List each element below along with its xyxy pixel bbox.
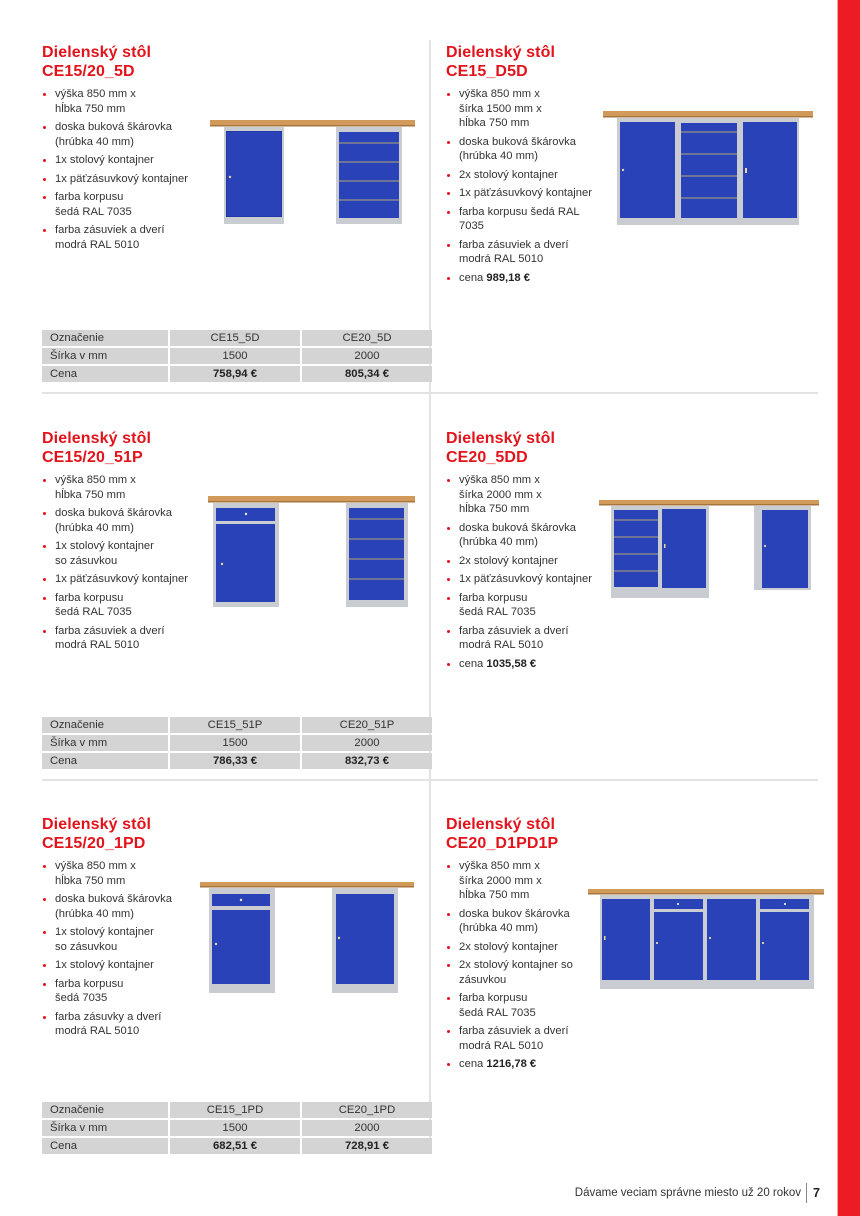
product-image-ce15-d5d bbox=[603, 108, 813, 226]
spec-item bbox=[42, 539, 212, 568]
cell-value: 1500 bbox=[170, 735, 300, 751]
cell-price: 682,51 € bbox=[170, 1138, 300, 1154]
spec-text: doska buková škárovka (hrúbka 40 mm) bbox=[459, 135, 576, 162]
row-label: Šírka v mm bbox=[42, 735, 168, 751]
spec-item bbox=[446, 859, 606, 903]
cell-value: CE15_51P bbox=[170, 717, 300, 733]
cell-value: 2000 bbox=[302, 348, 432, 364]
spec-text: doska buková škárovka (hrúbka 40 mm) bbox=[459, 521, 576, 548]
spec-text: farba zásuviek a dverí modrá RAL 5010 bbox=[55, 224, 165, 251]
cell-value: CE15_5D bbox=[170, 330, 300, 346]
product-image-ce15-20-1pd bbox=[200, 880, 415, 995]
spec-item bbox=[446, 572, 606, 587]
spec-item bbox=[42, 859, 212, 888]
product-title-line1: Dielenský stôl bbox=[446, 816, 556, 833]
spec-item bbox=[42, 572, 212, 587]
cell-value: CE20_5D bbox=[302, 330, 432, 346]
table-row-price bbox=[42, 1138, 432, 1154]
row-label: Cena bbox=[42, 753, 168, 769]
spec-item bbox=[42, 591, 212, 620]
cell-value: 1500 bbox=[170, 348, 300, 364]
table-row-width bbox=[42, 735, 432, 751]
column-divider bbox=[429, 40, 431, 1152]
spec-item bbox=[446, 205, 606, 234]
row-label: Označenie bbox=[42, 1102, 168, 1118]
spec-text: farba zásuviek a dverí modrá RAL 5010 bbox=[459, 624, 569, 651]
price-label: cena bbox=[459, 657, 484, 670]
spec-item bbox=[446, 554, 606, 569]
spec-item bbox=[446, 238, 606, 267]
spec-text: 1x päťzásuvkový kontajner bbox=[55, 172, 188, 185]
table-row-designation bbox=[42, 1102, 432, 1118]
row-label: Cena bbox=[42, 1138, 168, 1154]
price-item bbox=[446, 271, 606, 286]
spec-item bbox=[446, 1024, 606, 1053]
spec-text: farba korpusu šedá RAL 7035 bbox=[459, 591, 536, 618]
spec-text: 1x päťzásuvkový kontajner bbox=[55, 573, 188, 585]
cell-value: CE15_1PD bbox=[170, 1102, 300, 1118]
spec-item bbox=[446, 168, 606, 183]
product-ce15-20-51p bbox=[42, 429, 212, 657]
spec-item bbox=[42, 624, 212, 653]
spec-item bbox=[446, 87, 606, 131]
spec-text: farba korpusu šedá 7035 bbox=[55, 977, 124, 1004]
row-label: Šírka v mm bbox=[42, 348, 168, 364]
spec-item bbox=[42, 87, 212, 116]
spec-text: doska buková škárovka (hrúbka 40 mm) bbox=[55, 121, 172, 148]
product-title bbox=[446, 429, 606, 467]
spec-text: 1x stolový kontajner so zásuvkou bbox=[55, 540, 154, 567]
spec-text: 1x stolový kontajner bbox=[55, 959, 154, 971]
spec-text: doska buková škárovka (hrúbka 40 mm) bbox=[55, 507, 172, 534]
product-image-ce15-20-5d bbox=[210, 118, 415, 226]
spec-text: výška 850 mm x hĺbka 750 mm bbox=[55, 88, 136, 115]
spec-item bbox=[42, 925, 212, 954]
spec-item bbox=[42, 120, 212, 149]
spec-item bbox=[42, 473, 212, 502]
price-table-51p bbox=[40, 715, 434, 771]
spec-item bbox=[42, 1010, 212, 1039]
spec-list bbox=[446, 859, 606, 1072]
table-row-designation bbox=[42, 717, 432, 733]
page-footer bbox=[575, 1183, 820, 1203]
product-title bbox=[42, 429, 212, 467]
spec-text: výška 850 mm x šírka 1500 mm x hĺbka 750 mm bbox=[459, 88, 542, 129]
spec-list bbox=[42, 87, 212, 252]
spec-text: 1x stolový kontajner so zásuvkou bbox=[55, 926, 154, 953]
product-ce20-d1pd1p bbox=[446, 815, 606, 1076]
table-row-price bbox=[42, 366, 432, 382]
price-table-5d bbox=[40, 328, 434, 384]
spec-list bbox=[446, 473, 606, 671]
spec-item bbox=[446, 991, 606, 1020]
price-table-1pd bbox=[40, 1100, 434, 1156]
spec-text: 1x päťzásuvkový kontajner bbox=[459, 573, 592, 585]
spec-item bbox=[446, 624, 606, 653]
spec-text: farba korpusu šedá RAL 7035 bbox=[459, 205, 580, 232]
price-value: 989,18 € bbox=[486, 271, 530, 284]
product-code: CE20_5DD bbox=[446, 449, 528, 466]
section-divider-1 bbox=[42, 392, 818, 394]
product-image-ce15-20-51p bbox=[208, 494, 415, 610]
product-ce20-5dd bbox=[446, 429, 606, 675]
product-title bbox=[42, 43, 212, 81]
spec-text: 2x stolový kontajner bbox=[459, 168, 558, 181]
spec-text: farba zásuviek a dverí modrá RAL 5010 bbox=[459, 1025, 569, 1052]
product-code: CE15/20_1PD bbox=[42, 835, 146, 852]
spec-item bbox=[446, 473, 606, 517]
product-title-line1: Dielenský stôl bbox=[446, 430, 556, 447]
footer-slogan: Dávame veciam správne miesto už 20 rokov bbox=[574, 1187, 802, 1199]
cell-value: 2000 bbox=[302, 735, 432, 751]
spec-item bbox=[42, 223, 212, 252]
product-image-ce20-5dd bbox=[599, 498, 819, 598]
section-divider-2 bbox=[42, 779, 818, 781]
product-title-line1: Dielenský stôl bbox=[446, 44, 556, 61]
table-row-width bbox=[42, 348, 432, 364]
product-code: CE20_D1PD1P bbox=[446, 835, 559, 852]
product-code: CE15/20_51P bbox=[42, 449, 143, 466]
spec-text: výška 850 mm x šírka 2000 mm x hĺbka 750 mm bbox=[459, 860, 542, 901]
product-code: CE15_D5D bbox=[446, 63, 528, 80]
row-label: Cena bbox=[42, 366, 168, 382]
table-row-designation bbox=[42, 330, 432, 346]
side-accent-bar bbox=[838, 0, 860, 1216]
price-label: cena bbox=[459, 271, 484, 284]
spec-item bbox=[446, 940, 606, 955]
cell-price: 832,73 € bbox=[302, 753, 432, 769]
product-title-line1: Dielenský stôl bbox=[42, 816, 152, 833]
spec-item bbox=[42, 892, 212, 921]
price-item bbox=[446, 657, 606, 672]
spec-text: 1x päťzásuvkový kontajner bbox=[459, 187, 592, 199]
product-title bbox=[446, 815, 606, 853]
price-value: 1035,58 € bbox=[486, 657, 537, 670]
spec-text: 2x stolový kontajner bbox=[459, 554, 558, 567]
spec-item bbox=[446, 907, 606, 936]
product-title bbox=[42, 815, 212, 853]
price-value: 1216,78 € bbox=[486, 1058, 537, 1070]
spec-item bbox=[446, 591, 606, 620]
spec-text: doska bukov škárovka (hrúbka 40 mm) bbox=[459, 907, 570, 934]
cell-value: 2000 bbox=[302, 1120, 432, 1136]
footer-separator bbox=[806, 1183, 807, 1203]
product-title-line1: Dielenský stôl bbox=[42, 44, 152, 61]
cell-price: 786,33 € bbox=[170, 753, 300, 769]
spec-item bbox=[42, 506, 212, 535]
table-row-price bbox=[42, 753, 432, 769]
spec-list bbox=[42, 859, 212, 1039]
product-image-ce20-d1pd1p bbox=[588, 886, 824, 991]
cell-price: 728,91 € bbox=[302, 1138, 432, 1154]
product-ce15-20-5d bbox=[42, 43, 212, 256]
spec-text: farba korpusu šedá RAL 7035 bbox=[459, 992, 536, 1019]
spec-text: farba zásuvky a dverí modrá RAL 5010 bbox=[55, 1010, 162, 1037]
spec-item bbox=[42, 172, 212, 187]
price-item bbox=[446, 1057, 606, 1072]
spec-text: výška 850 mm x hĺbka 750 mm bbox=[55, 474, 136, 501]
spec-text: doska buková škárovka (hrúbka 40 mm) bbox=[55, 893, 172, 920]
spec-item bbox=[446, 958, 606, 987]
price-label: cena bbox=[459, 1058, 484, 1070]
product-ce15-d5d bbox=[446, 43, 606, 289]
row-label: Označenie bbox=[42, 330, 168, 346]
spec-item bbox=[42, 977, 212, 1006]
row-label: Šírka v mm bbox=[42, 1120, 168, 1136]
spec-text: výška 850 mm x hĺbka 750 mm bbox=[55, 860, 136, 887]
spec-text: farba zásuviek a dverí modrá RAL 5010 bbox=[55, 624, 165, 651]
spec-item bbox=[446, 135, 606, 164]
product-title bbox=[446, 43, 606, 81]
spec-text: 1x stolový kontajner bbox=[55, 154, 154, 166]
spec-list bbox=[446, 87, 606, 285]
cell-value: CE20_51P bbox=[302, 717, 432, 733]
spec-item bbox=[446, 521, 606, 550]
spec-item bbox=[446, 186, 606, 201]
cell-value: CE20_1PD bbox=[302, 1102, 432, 1118]
cell-price: 805,34 € bbox=[302, 366, 432, 382]
spec-text: 2x stolový kontajner bbox=[459, 940, 558, 953]
cell-value: 1500 bbox=[170, 1120, 300, 1136]
spec-list bbox=[42, 473, 212, 653]
spec-text: 2x stolový kontajner so zásuvkou bbox=[459, 959, 573, 986]
spec-item bbox=[42, 958, 212, 973]
product-code: CE15/20_5D bbox=[42, 63, 135, 80]
spec-item bbox=[42, 190, 212, 219]
spec-text: farba zásuviek a dverí modrá RAL 5010 bbox=[459, 238, 569, 265]
product-ce15-20-1pd bbox=[42, 815, 212, 1043]
spec-item bbox=[42, 153, 212, 168]
product-title-line1: Dielenský stôl bbox=[42, 430, 152, 447]
spec-text: farba korpusu šedá RAL 7035 bbox=[55, 191, 132, 218]
spec-text: farba korpusu šedá RAL 7035 bbox=[55, 591, 132, 618]
spec-text: výška 850 mm x šírka 2000 mm x hĺbka 750 mm bbox=[459, 474, 542, 515]
row-label: Označenie bbox=[42, 717, 168, 733]
page-number: 7 bbox=[813, 1186, 820, 1200]
table-row-width bbox=[42, 1120, 432, 1136]
cell-price: 758,94 € bbox=[170, 366, 300, 382]
